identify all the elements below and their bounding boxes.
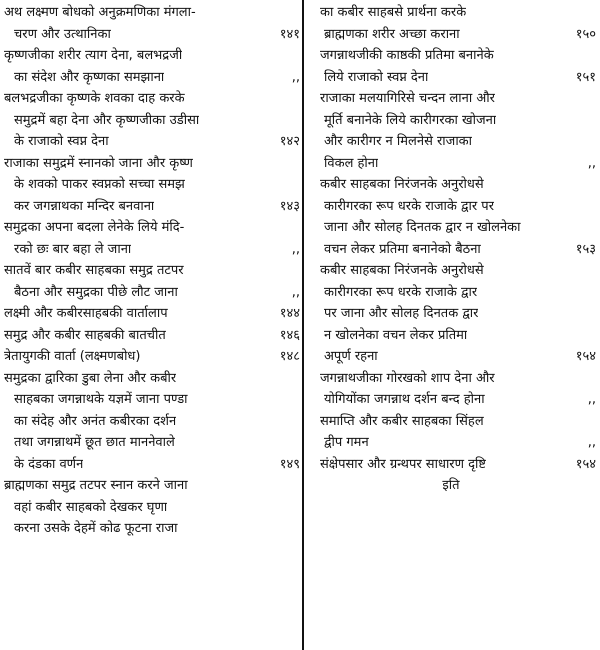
entry-text: मूर्ति बनानेके लिये कारीगरका खोजना (324, 112, 497, 128)
entry-text: रको छः बार बहा ले जाना (14, 241, 132, 257)
right-column (306, 2, 596, 650)
page-number: ,, (587, 155, 596, 171)
entry-line (306, 239, 596, 261)
entry-line (306, 67, 596, 89)
entry-text: सातवें बार कबीर साहबका समुद्र तटपर (4, 263, 184, 278)
entry-line (4, 217, 300, 239)
entry-line (4, 174, 300, 196)
entry-text: राजाका मलयागिरिसे चन्दन लाना और (320, 91, 495, 106)
entry-text: करना उसके देहमें कोढ फूटना राजा (14, 521, 178, 536)
page-number: ,, (291, 284, 300, 300)
page-number: १४३ (279, 198, 300, 214)
entry-line (306, 325, 596, 347)
entry-text: कारीगरका रूप धरके राजाके द्वार (324, 284, 478, 300)
entry-line (306, 131, 596, 153)
closing-text: इति (442, 478, 460, 493)
entry-text: कबीर साहबका निरंजनके अनुरोधसे (320, 177, 484, 192)
page-number: १४९ (279, 456, 300, 472)
page-number: १४८ (279, 349, 300, 364)
index-entry (4, 325, 300, 347)
index-entry (306, 45, 596, 88)
entry-line (4, 411, 300, 433)
entry-text: समुद्रका द्वारिका डुबा लेना और कबीर (4, 370, 177, 386)
entry-line (4, 282, 300, 304)
entry-text: विकल होना (324, 155, 379, 171)
entry-text: के राजाको स्वप्न देना (14, 134, 109, 149)
entry-text: कृष्णजीका शरीर त्याग देना, बलभद्रजी (4, 48, 183, 63)
entry-text: समुद्रमें बहा देना और कृष्णजीका उडीसा (14, 112, 200, 128)
entry-text: ब्राह्मणका समुद्र तटपर स्नान करने जाना (4, 478, 188, 493)
entry-text: लक्ष्मी और कबीरसाहबकी वार्तालाप (4, 306, 168, 321)
left-column (4, 2, 300, 650)
entry-text: समुद्र और कबीर साहबकी बातचीत (4, 327, 166, 343)
page-number: ,, (587, 435, 596, 450)
page-number: १५३ (575, 241, 596, 257)
entry-line (306, 24, 596, 46)
index-entry (4, 260, 300, 303)
entry-text: लिये राजाको स्वप्न देना (324, 69, 429, 85)
entry-line (306, 110, 596, 132)
entry-text: का संदेश और कृष्णका समझाना (14, 69, 165, 85)
entry-text: त्रेतायुगकी वार्ता (लक्ष्मणबोध) (4, 349, 141, 364)
index-entry (4, 88, 300, 153)
entry-line (4, 88, 300, 110)
page-number: १४१ (279, 26, 300, 42)
entry-line (306, 174, 596, 196)
entry-text: पर जाना और सोलह दिनतक द्वार (324, 306, 479, 321)
index-entry (306, 454, 596, 476)
entry-line (306, 260, 596, 282)
entry-line (306, 196, 596, 218)
entry-line (4, 260, 300, 282)
entry-line (306, 346, 596, 368)
index-entry (306, 368, 596, 411)
entry-text: जगन्नाथजीका गोरखको शाप देना और (320, 370, 495, 386)
entry-text: का कबीर साहबसे प्रार्थना करके (320, 5, 467, 20)
entry-text: योगियोंका जगन्नाथ दर्शन बन्द होना (324, 392, 485, 407)
entry-text: अपूर्ण रहना (324, 349, 378, 364)
entry-text: बलभद्रजीका कृष्णके शवका दाह करके (4, 91, 185, 106)
entry-text: तथा जगन्नाथमें छूत छात माननेवाले (14, 435, 175, 450)
entry-line (306, 2, 596, 24)
entry-text: वहां कबीर साहबको देखकर घृणा (14, 499, 168, 515)
index-entry (4, 217, 300, 260)
entry-line (306, 454, 596, 476)
entry-line (306, 432, 596, 454)
entry-text: चरण और उत्थानिका (14, 26, 111, 42)
entry-line (4, 239, 300, 261)
index-entry (306, 411, 596, 454)
entry-line (4, 303, 300, 325)
entry-text: समुद्रका अपना बदला लेनेके लिये मंदि- (4, 220, 185, 235)
entry-line (4, 131, 300, 153)
page-number: ,, (291, 241, 300, 257)
entry-line (4, 518, 300, 540)
entry-text: कबीर साहबका निरंजनके अनुरोधसे (320, 263, 484, 278)
entry-text: का संदेह और अनंत कबीरका दर्शन (14, 413, 177, 429)
entry-line (4, 475, 300, 497)
page-number: ,, (291, 69, 300, 85)
entry-text: ब्राह्मणका शरीर अच्छा कराना (324, 26, 460, 42)
entry-line (4, 432, 300, 454)
entry-line (4, 368, 300, 390)
entry-line (306, 88, 596, 110)
entry-text: बैठना और समुद्रका पीछे लौट जाना (14, 284, 178, 300)
entry-line (4, 2, 300, 24)
entry-text: वचन लेकर प्रतिमा बनानेको बैठना (324, 241, 481, 257)
index-entry (4, 2, 300, 45)
index-entry (4, 368, 300, 476)
page-number: १५० (575, 26, 596, 42)
entry-line (4, 454, 300, 476)
entry-text: के दंडका वर्णन (14, 456, 84, 472)
index-entry (306, 88, 596, 174)
entry-line (4, 325, 300, 347)
entry-text: जाना और सोलह दिनतक द्वार न खोलनेका (324, 220, 521, 235)
entry-line (306, 217, 596, 239)
entry-line (4, 153, 300, 175)
entry-line (4, 346, 300, 368)
index-entry (4, 153, 300, 218)
entry-text: और कारीगर न मिलनेसे राजाका (324, 134, 473, 149)
entry-line (4, 67, 300, 89)
entry-text: कारीगरका रूप धरके राजाके द्वार पर (324, 198, 495, 214)
entry-text: राजाका समुद्रमें स्नानको जाना और कृष्ण (4, 155, 193, 171)
entry-text: जगन्नाथजीकी काष्ठकी प्रतिमा बनानेके (320, 48, 494, 63)
entry-text: के शवको पाकर स्वप्नको सच्चा समझ (14, 177, 185, 192)
entry-line (4, 497, 300, 519)
entry-line (4, 389, 300, 411)
page-number: १४६ (279, 327, 300, 343)
entry-text: कर जगन्नाथका मन्दिर बनवाना (14, 198, 155, 214)
index-entry (4, 475, 300, 540)
entry-text: समाप्ति और कबीर साहबका सिंहल (320, 413, 484, 429)
entry-line (306, 303, 596, 325)
entry-line (4, 24, 300, 46)
index-entry (4, 303, 300, 325)
entry-line (306, 368, 596, 390)
entry-text: अथ लक्ष्मण बोधको अनुक्रमणिका मंगला- (4, 5, 196, 20)
entry-line (4, 45, 300, 67)
entry-line (306, 282, 596, 304)
entry-line (306, 153, 596, 175)
index-entry (4, 346, 300, 368)
page-number: १५४ (575, 456, 596, 472)
entry-line (306, 411, 596, 433)
index-entry (4, 45, 300, 88)
entry-text: द्वीप गमन (324, 435, 369, 450)
page-number: १५४ (575, 349, 596, 364)
page-number: १५१ (575, 69, 596, 85)
page-number: १४४ (279, 306, 300, 321)
entry-line (306, 45, 596, 67)
entry-line (306, 389, 596, 411)
entry-text: संक्षेपसार और ग्रन्थपर साधारण दृष्टि (320, 456, 487, 472)
entry-line (4, 196, 300, 218)
entry-line (4, 110, 300, 132)
index-entry (306, 174, 596, 260)
entry-text: साहबका जगन्नाथके यज्ञमें जाना पण्डा (14, 392, 188, 407)
page-number: १४२ (279, 134, 300, 149)
column-divider (302, 0, 304, 650)
page-number: ,, (587, 392, 596, 407)
entry-text: न खोलनेका वचन लेकर प्रतिमा (324, 327, 468, 343)
index-entry (306, 260, 596, 368)
index-entry (306, 2, 596, 45)
